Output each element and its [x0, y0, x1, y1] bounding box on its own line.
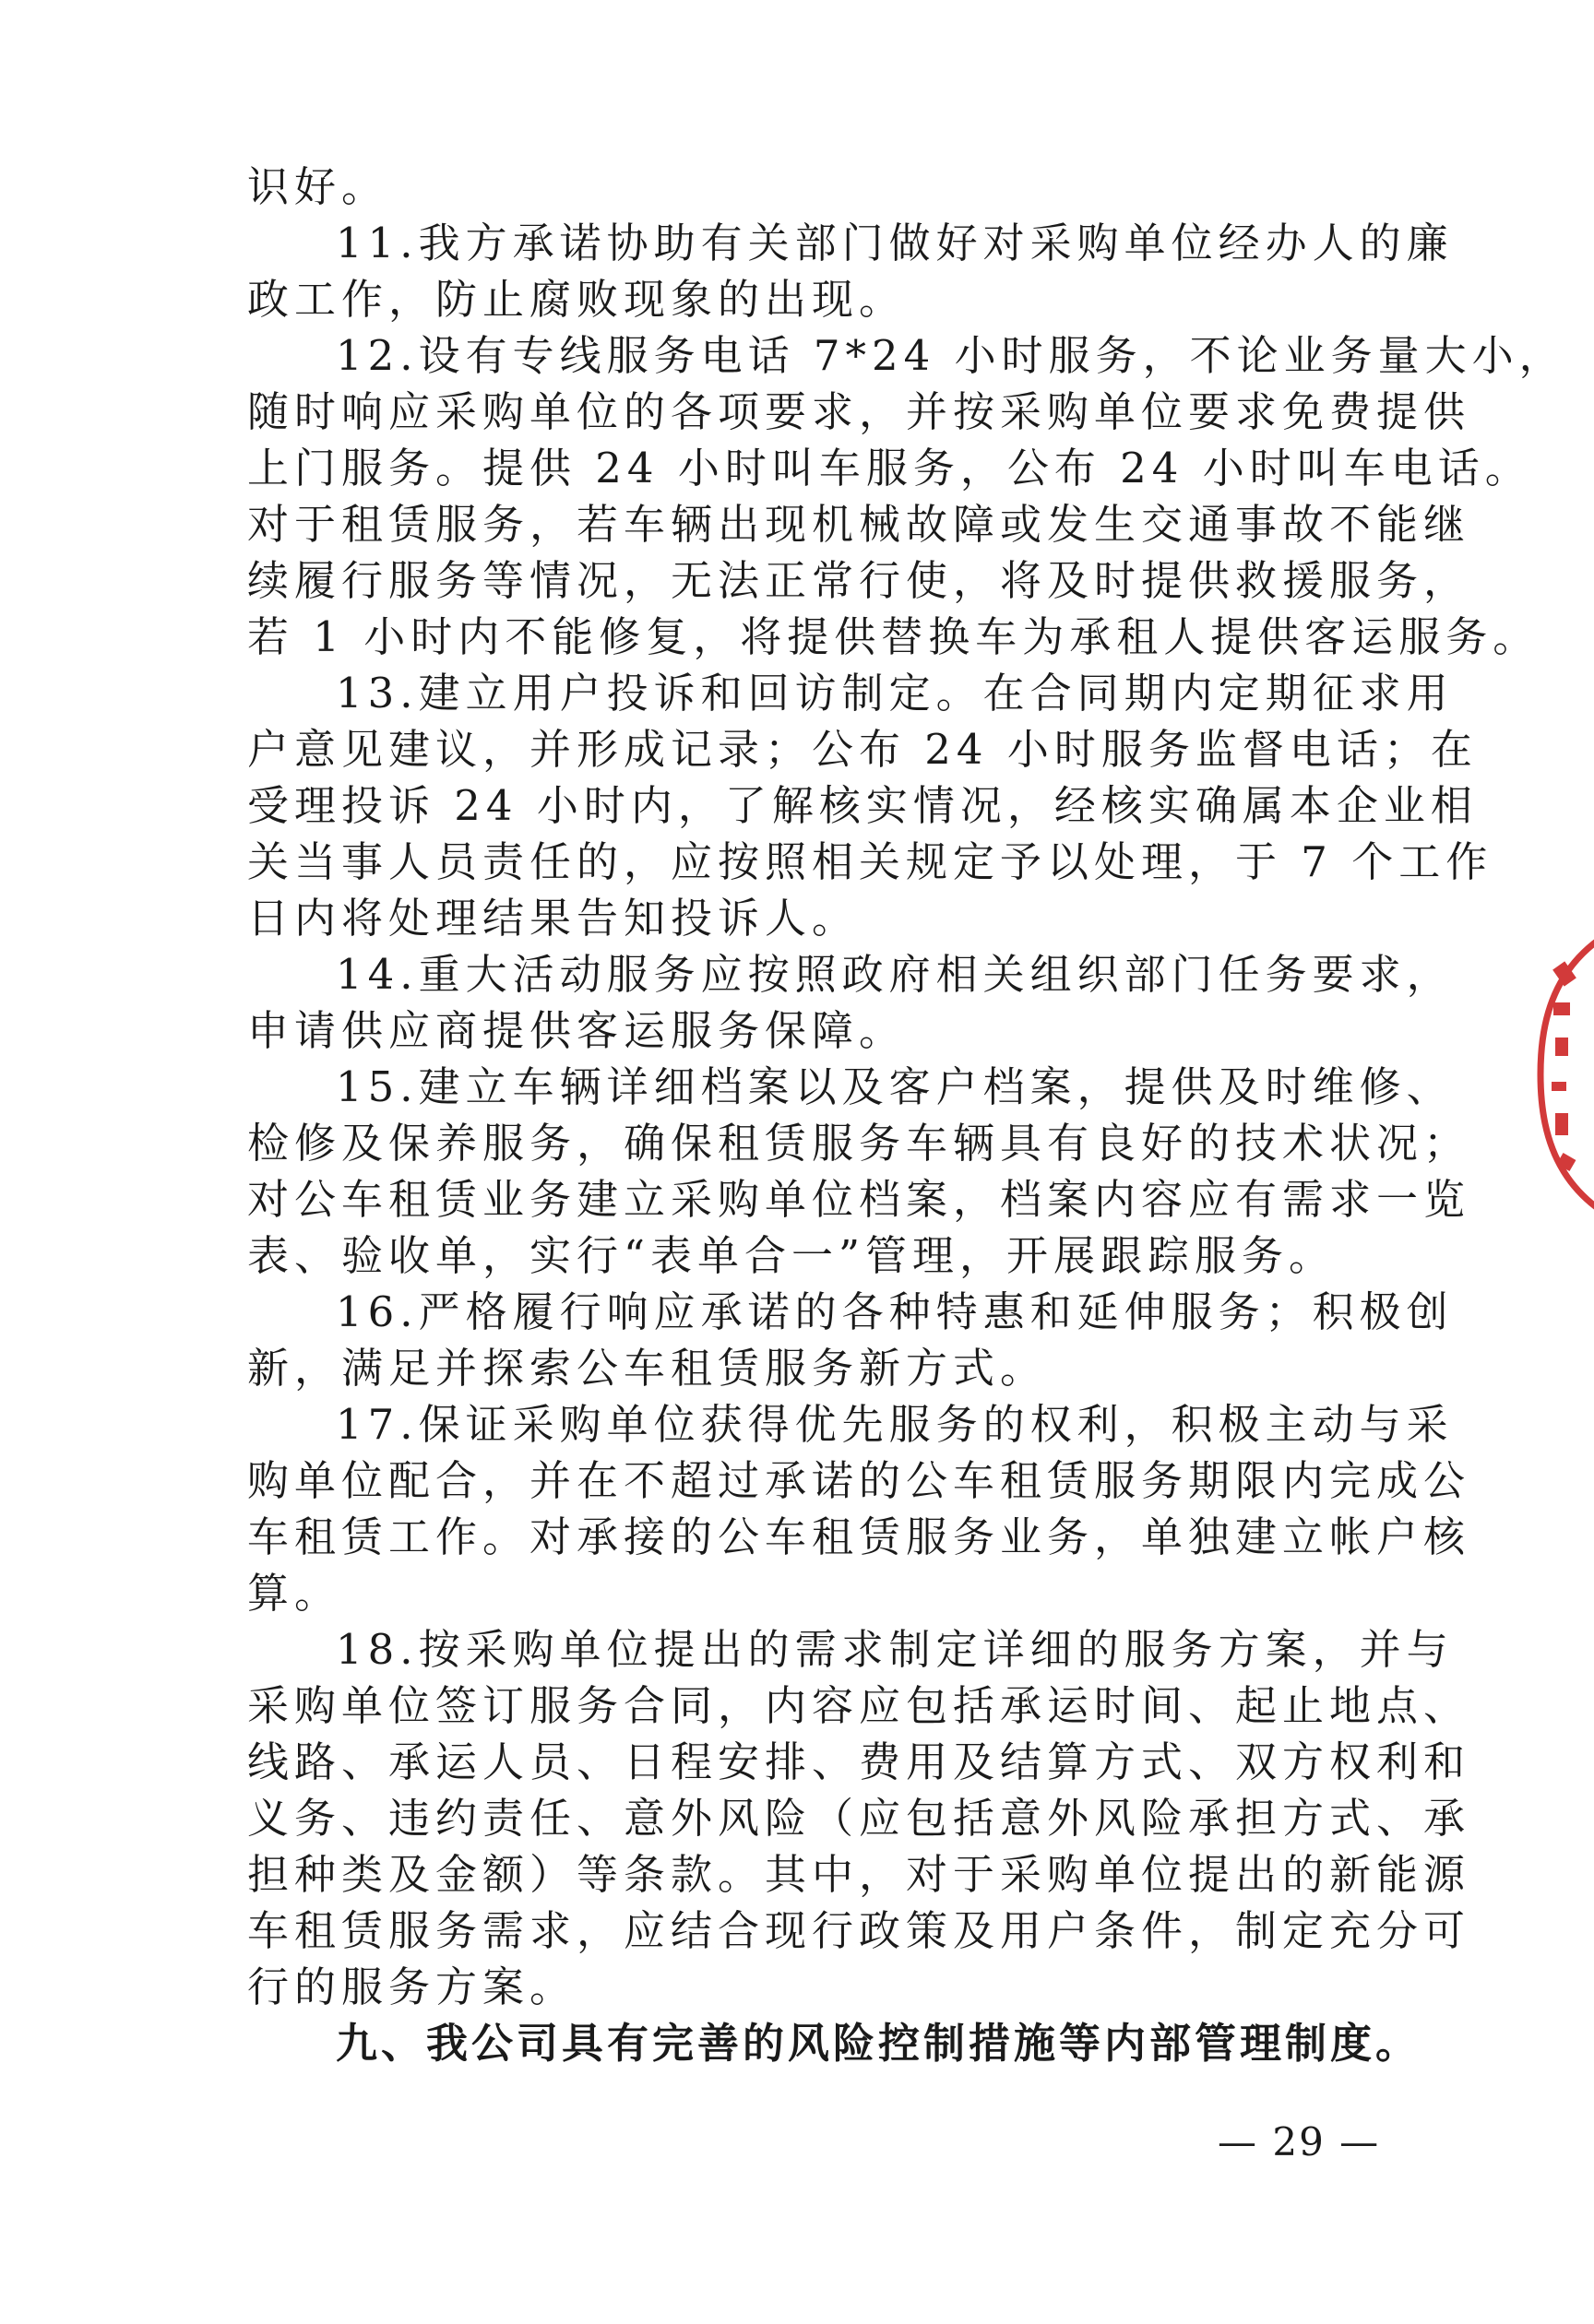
- paragraph-line: 线路、承运人员、日程安排、费用及结算方式、双方权利和: [247, 1737, 1471, 1786]
- paragraph-line: 16.严格履行响应承诺的各种特惠和延伸服务；积极创: [336, 1287, 1454, 1336]
- page-number: — 29 —: [1218, 2119, 1381, 2164]
- paragraph-line: 受理投诉 24 小时内，了解核实情况，经核实确属本企业相: [247, 781, 1478, 830]
- paragraph-line: 关当事人员责任的，应按照相关规定予以处理，于 7 个工作: [247, 837, 1493, 886]
- paragraph-line: 车租赁服务需求，应结合现行政策及用户条件，制定充分可: [247, 1906, 1471, 1955]
- seal-stamp: [1522, 899, 1594, 1250]
- paragraph-line: 对公车租赁业务建立采购单位档案，档案内容应有需求一览: [247, 1175, 1471, 1224]
- paragraph-line: 18.按采购单位提出的需求制定详细的服务方案，并与: [336, 1625, 1454, 1674]
- paragraph-line: 随时响应采购单位的各项要求，并按采购单位要求免费提供: [247, 387, 1471, 436]
- paragraph-line: 户意见建议，并形成记录；公布 24 小时服务监督电话；在: [247, 725, 1478, 774]
- paragraph-line: 日内将处理结果告知投诉人。: [247, 894, 860, 943]
- paragraph-line: 对于租赁服务，若车辆出现机械故障或发生交通事故不能继: [247, 500, 1471, 549]
- paragraph-lines: [247, 159, 1566, 2015]
- paragraph-line: 担种类及金额）等条款。其中，对于采购单位提出的新能源: [247, 1850, 1471, 1899]
- paragraph-line: 识好。: [247, 162, 389, 211]
- paragraph-line: 政工作，防止腐败现象的出现。: [247, 275, 907, 324]
- paragraph-line: 表、验收单，实行“表单合一”管理，开展跟踪服务。: [247, 1231, 1337, 1280]
- paragraph-line: 14.重大活动服务应按照政府相关组织部门任务要求，: [336, 950, 1454, 999]
- paragraph-line: 11.我方承诺协助有关部门做好对采购单位经办人的廉: [336, 219, 1454, 267]
- paragraph-line: 申请供应商提供客运服务保障。: [247, 1006, 907, 1055]
- paragraph-line: 行的服务方案。: [247, 1962, 577, 2011]
- paragraph-line: 17.保证采购单位获得优先服务的权利，积极主动与采: [336, 1400, 1454, 1449]
- paragraph-line: 购单位配合，并在不超过承诺的公车租赁服务期限内完成公: [247, 1456, 1471, 1505]
- paragraph-line: 算。: [247, 1569, 342, 1618]
- paragraph-line: 13.建立用户投诉和回访制定。在合同期内定期征求用: [336, 669, 1454, 717]
- paragraph-line: 15.建立车辆详细档案以及客户档案，提供及时维修、: [336, 1062, 1454, 1111]
- paragraph-line: 义务、违约责任、意外风险（应包括意外风险承担方式、承: [247, 1794, 1471, 1843]
- paragraph-line: 上门服务。提供 24 小时叫车服务，公布 24 小时叫车电话。: [247, 444, 1532, 492]
- paragraph-line: 续履行服务等情况，无法正常行使，将及时提供救援服务，: [247, 556, 1471, 605]
- section-heading: 九、我公司具有完善的风险控制措施等内部管理制度。: [336, 2019, 1422, 2068]
- paragraph-line: 车租赁工作。对承接的公车租赁服务业务，单独建立帐户核: [247, 1512, 1471, 1561]
- seal-stamp-ring: [1540, 908, 1594, 1240]
- paragraph-line: 新，满足并探索公车租赁服务新方式。: [247, 1344, 1048, 1393]
- document-body: [247, 159, 1566, 2071]
- paragraph-line: 采购单位签订服务合同，内容应包括承运时间、起止地点、: [247, 1681, 1471, 1730]
- paragraph-line: 检修及保养服务，确保租赁服务车辆具有良好的技术状况；: [247, 1119, 1471, 1168]
- paragraph-line: 12.设有专线服务电话 7*24 小时服务，不论业务量大小，: [336, 331, 1566, 380]
- paragraph-line: 若 1 小时内不能修复，将提供替换车为承租人提供客运服务。: [247, 612, 1540, 661]
